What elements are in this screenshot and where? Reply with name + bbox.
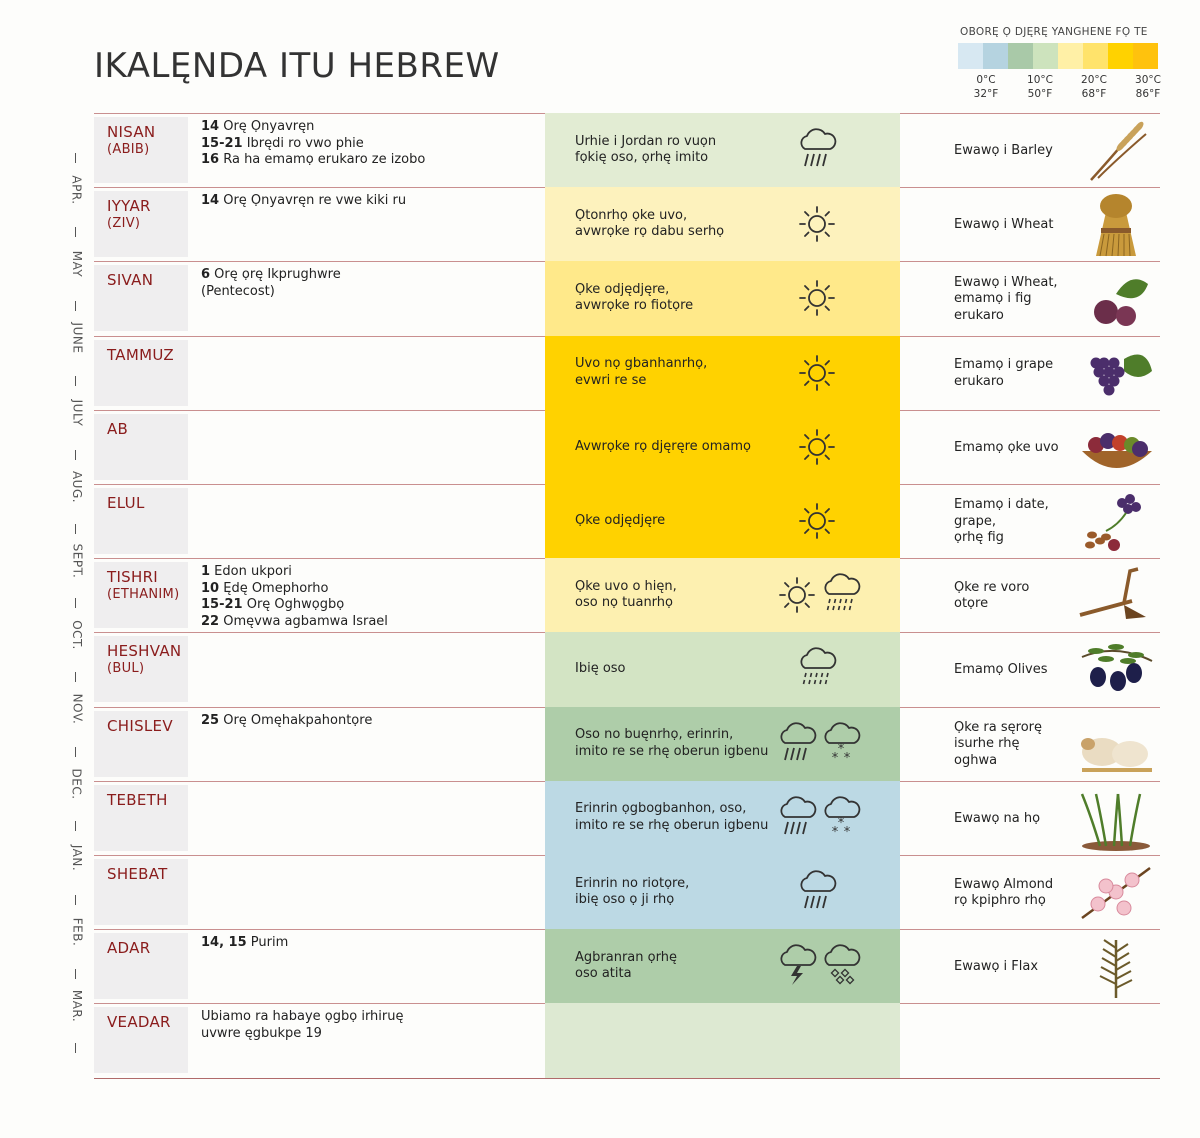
festival-item: [201, 1026, 404, 1043]
crop-text: [954, 440, 1059, 457]
sun-icon: [777, 572, 817, 618]
festival-item: [201, 136, 425, 153]
month-divider-tick: [75, 153, 76, 163]
legend-title: OBORĘ Ọ DJĘRĘ YANGHENE FỌ TE: [960, 26, 1148, 38]
festival-item: [201, 1009, 404, 1026]
weather-cell: [545, 855, 900, 930]
sheep-icon: [1076, 712, 1156, 778]
snow-cloud-icon: [821, 721, 861, 767]
hebrew-month-name: IYYAR: [107, 197, 151, 216]
legend-tick-1: [1020, 73, 1060, 101]
festival-text: Omęvwa agbamwa Israel: [219, 613, 388, 629]
weather-text: [575, 208, 724, 241]
gregorian-month-label: [60, 757, 94, 811]
month-row: [94, 930, 1160, 1004]
month-row: [94, 337, 1160, 411]
crop-line: Ọke re voro: [954, 579, 1030, 595]
weather-line: Oso no buęnrhọ, erinrin,: [575, 727, 734, 743]
gregorian-month-text: DEC.: [69, 768, 84, 800]
month-row: [94, 633, 1160, 707]
hebrew-month-name: CHISLEV: [107, 716, 173, 735]
weather-line: avwrọke ro fiotọre: [575, 298, 694, 314]
hail-cloud-icon: [821, 943, 861, 989]
hebrew-month-cell: [94, 933, 188, 999]
hebrew-month-cell: [94, 117, 188, 183]
festival-text: uvwre ęgbukpe 19: [201, 1025, 322, 1041]
month-divider-tick: [75, 376, 76, 386]
weather-icons: [797, 113, 837, 187]
svg-text:*: *: [831, 824, 839, 840]
hebrew-month-alt-name: (ETHANIM): [107, 587, 180, 603]
crop-text: [954, 275, 1058, 325]
festival-day: 16: [201, 152, 220, 167]
weather-text: [575, 134, 716, 167]
weather-line: Ọke odjędjęre: [575, 512, 666, 528]
month-divider-tick: [75, 598, 76, 608]
legend-tick-celsius: 10°C: [1027, 74, 1053, 86]
legend-tick-3: [1128, 73, 1168, 101]
flax-icon: [1076, 934, 1156, 1000]
festival-day: 14, 15: [201, 935, 247, 951]
month-row: [94, 1004, 1160, 1078]
month-row: [94, 485, 1160, 559]
crop-line: Ewawọ Almond: [954, 876, 1054, 892]
snow-cloud-icon: [821, 795, 861, 841]
festival-list: [201, 267, 341, 300]
svg-text:*: *: [831, 750, 839, 766]
weather-icons: [777, 707, 861, 781]
month-divider-tick: [75, 747, 76, 757]
crop-line: Ewawọ i Flax: [954, 959, 1039, 975]
festival-text: Ędę Omephorho: [219, 580, 329, 596]
gregorian-month-text: SEPT.: [70, 543, 84, 579]
gregorian-month-label: [60, 608, 94, 662]
weather-cell: [545, 781, 900, 856]
crop-line: ọrhę fig: [954, 530, 1004, 546]
crop-line: otọre: [954, 596, 989, 612]
grapes-icon: [1076, 341, 1156, 407]
crop-line: oghwa: [954, 752, 998, 768]
festival-text: Edon ukpori: [210, 564, 292, 580]
gregorian-month-text: FEB.: [70, 917, 84, 947]
crop-line: Ewawọ na họ: [954, 810, 1041, 826]
hebrew-month-alt-name: (ZIV): [107, 216, 141, 232]
gregorian-month-text: MAY: [70, 251, 84, 278]
sun-icon: [797, 498, 837, 544]
weather-line: Urhie i Jordan ro vuọn: [575, 133, 717, 149]
month-divider-tick: [75, 969, 76, 979]
festival-list: [201, 564, 388, 630]
weather-line: fọkię oso, ọrhę imito: [575, 150, 709, 166]
weather-cell: [545, 1003, 900, 1078]
hebrew-month-name: VEADAR: [107, 1013, 171, 1032]
sprouts-icon: [1076, 786, 1156, 852]
crop-line: rọ kpiphro rhọ: [954, 893, 1046, 909]
legend-color-scale: [958, 43, 1158, 69]
hebrew-month-cell: [94, 191, 188, 257]
gregorian-month-text: JUNE: [69, 323, 84, 354]
svg-text:*: *: [837, 741, 845, 757]
month-row: [94, 782, 1160, 856]
festival-day: 1: [201, 564, 211, 580]
festival-text: Orę ọrę Ikprughwre: [210, 267, 341, 283]
weather-text: [575, 513, 665, 530]
month-row: [94, 559, 1160, 633]
festival-day: 10: [201, 580, 220, 596]
crop-line: Emamọ i date,: [954, 497, 1049, 513]
weather-icons: [797, 410, 837, 484]
legend-tick-2: [1074, 73, 1114, 101]
festival-list: [201, 193, 406, 210]
weather-cell: [545, 484, 900, 559]
festival-text: Ubiamo ra habaye ọgbọ irhiruę: [201, 1009, 404, 1025]
festival-item: [201, 935, 288, 952]
crop-text: [954, 580, 1029, 613]
weather-line: imito re se rhę oberun igbenu: [575, 817, 769, 833]
crop-text: [954, 497, 1049, 547]
festival-text: Orę Ọnyavręn: [219, 119, 315, 134]
weather-text: [575, 801, 768, 834]
page-title: IKALĘNDA ITU HEBREW: [94, 46, 500, 86]
weather-line: imito re se rhę oberun igbenu: [575, 743, 769, 759]
plow-icon: [1076, 563, 1156, 629]
dates-icon: [1076, 489, 1156, 555]
weather-line: avwrọke rọ dabu serhọ: [575, 224, 725, 240]
hebrew-month-name: NISAN: [107, 123, 156, 141]
festival-item: [201, 267, 341, 284]
festival-day: 25: [201, 712, 220, 728]
crop-text: [954, 217, 1053, 234]
festival-text: Orę Oghwọgbọ: [242, 597, 345, 613]
weather-icons: [797, 484, 837, 558]
weather-line: Uvo nọ gbanhanrhọ,: [575, 356, 708, 372]
weather-line: evwri re se: [575, 372, 647, 388]
month-divider-tick: [75, 227, 76, 237]
gregorian-month-label: [60, 460, 94, 514]
hebrew-month-alt-name: (BUL): [107, 661, 145, 677]
crop-line: grape,: [954, 513, 996, 529]
gregorian-month-text: JULY: [70, 399, 84, 427]
weather-line: oso nọ tuanrhọ: [575, 595, 673, 611]
crop-text: [954, 357, 1053, 390]
hebrew-month-name: ADAR: [107, 939, 151, 958]
festival-day: 14: [201, 119, 220, 134]
gregorian-month-label: [60, 163, 94, 217]
weather-cell: [545, 632, 900, 707]
hebrew-month-cell: [94, 636, 188, 702]
month-divider-tick: [75, 524, 76, 534]
crop-text: [954, 959, 1038, 976]
hebrew-month-name: TISHRI: [107, 568, 159, 587]
festival-text: (Pentecost): [201, 283, 275, 299]
barley-icon: [1076, 118, 1156, 184]
festival-text: Orę Omęhakpahontọre: [219, 712, 373, 728]
weather-line: Avwrọke rọ djęręre omamọ: [575, 438, 751, 454]
weather-cell: [545, 929, 900, 1004]
month-divider-tick: [75, 821, 76, 831]
gregorian-month-label: [60, 979, 94, 1033]
weather-line: Ọke uvo o hięn,: [575, 578, 677, 594]
hebrew-month-cell: [94, 265, 188, 331]
crop-text: [954, 720, 1042, 770]
hebrew-month-name: AB: [107, 419, 129, 438]
weather-cell: [545, 558, 900, 633]
legend-tick-fahrenheit: 86°F: [1135, 88, 1161, 100]
hebrew-month-cell: [94, 488, 188, 554]
festival-item: [201, 713, 372, 730]
weather-icons: [797, 187, 837, 261]
festival-text: Purim: [246, 935, 289, 951]
weather-text: [575, 439, 751, 456]
hebrew-month-cell: [94, 859, 188, 925]
weather-text: [575, 356, 707, 389]
crop-line: Ewawọ i Wheat: [954, 217, 1054, 233]
gregorian-month-text: OCT.: [69, 620, 84, 651]
weather-line: ibię oso ọ ji rhọ: [575, 892, 675, 908]
crop-line: Ewawọ i Wheat,: [954, 274, 1058, 290]
weather-text: [575, 727, 768, 760]
month-row: [94, 856, 1160, 930]
hebrew-month-cell: [94, 711, 188, 777]
sun-icon: [797, 201, 837, 247]
hebrew-month-cell: [94, 562, 188, 628]
gregorian-month-text: APR.: [69, 175, 84, 205]
legend-tick-celsius: 0°C: [976, 74, 996, 86]
month-divider-tick: [75, 450, 76, 460]
weather-text: [575, 876, 689, 909]
legend-swatch-4: [1058, 43, 1083, 69]
weather-line: oso atita: [575, 966, 632, 982]
month-row: [94, 411, 1160, 485]
hebrew-month-name: TEBETH: [107, 790, 168, 809]
legend-tick-fahrenheit: 68°F: [1081, 88, 1107, 100]
weather-text: [575, 282, 693, 315]
month-row: [94, 114, 1160, 188]
festival-item: [201, 284, 341, 301]
gregorian-month-label: [60, 831, 94, 885]
weather-icons: [797, 336, 837, 410]
crop-line: Emamọ i grape: [954, 357, 1054, 373]
weather-line: Ibię oso: [575, 661, 626, 677]
legend-swatch-7: [1133, 43, 1158, 69]
festival-text: Ibrędi ro vwo phie: [242, 135, 364, 151]
festival-day: 14: [201, 193, 220, 209]
temperature-legend: [958, 26, 1161, 101]
rain-cloud-icon: [797, 127, 837, 173]
weather-text: [575, 950, 677, 983]
gregorian-month-text: NOV.: [70, 694, 84, 725]
weather-cell: [545, 410, 900, 485]
gregorian-month-text: JAN.: [69, 844, 84, 872]
crop-line: isurhe rhę: [954, 736, 1020, 752]
crop-line: Ọke ra sęrorę: [954, 719, 1042, 735]
weather-icons: [777, 558, 861, 632]
weather-icons: [777, 781, 861, 855]
figs-icon: [1076, 266, 1156, 332]
festival-list: [201, 713, 372, 730]
legend-swatch-6: [1108, 43, 1133, 69]
hebrew-month-alt-name: (ABIB): [107, 142, 150, 157]
legend-tick-fahrenheit: 32°F: [973, 88, 999, 100]
gregorian-month-column: [60, 115, 94, 1078]
month-row: [94, 188, 1160, 262]
legend-swatch-3: [1033, 43, 1058, 69]
crop-line: erukaro: [954, 307, 1004, 323]
crop-text: [954, 877, 1053, 910]
sun-icon: [797, 275, 837, 321]
light-rain-cloud-icon: [797, 646, 837, 692]
festival-list: [201, 1009, 404, 1042]
weather-line: Ọtonrhọ ọke uvo,: [575, 207, 688, 223]
hebrew-month-name: TAMMUZ: [107, 345, 174, 364]
legend-tick-fahrenheit: 50°F: [1027, 88, 1053, 100]
sun-icon: [797, 350, 837, 396]
crop-line: emamọ i fig: [954, 291, 1032, 307]
sun-icon: [797, 424, 837, 470]
gregorian-month-label: [60, 237, 94, 291]
month-row: [94, 708, 1160, 782]
crop-line: erukaro: [954, 373, 1004, 389]
svg-text:*: *: [843, 824, 851, 840]
legend-tick-0: [966, 73, 1006, 101]
legend-swatch-1: [983, 43, 1008, 69]
festival-text: Ra ha emamọ erukaro ze izobo: [219, 152, 426, 167]
crop-text: [954, 811, 1040, 828]
gregorian-month-text: MAR.: [69, 990, 84, 1023]
svg-text:*: *: [837, 815, 845, 831]
rain-cloud-icon: [777, 795, 817, 841]
gregorian-month-label: [60, 534, 94, 588]
hebrew-month-name: SHEBAT: [107, 865, 168, 883]
festival-day: 15-21: [201, 135, 243, 151]
hebrew-month-name: SIVAN: [107, 271, 154, 290]
weather-text: [575, 661, 626, 678]
weather-line: Erinrin ọgbogbanhon, oso,: [575, 801, 747, 817]
month-divider-tick: [75, 895, 76, 905]
rain-cloud-icon: [777, 721, 817, 767]
legend-tick-celsius: 20°C: [1081, 74, 1107, 86]
festival-item: [201, 581, 388, 598]
gregorian-month-label: [60, 682, 94, 736]
hebrew-month-cell: [94, 340, 188, 406]
weather-cell: [545, 336, 900, 411]
legend-swatch-0: [958, 43, 983, 69]
gregorian-month-text: AUG.: [69, 470, 84, 503]
month-divider-tick: [75, 1043, 76, 1053]
weather-cell: [545, 187, 900, 262]
storm-cloud-icon: [777, 943, 817, 989]
legend-ticks: [958, 69, 1161, 101]
festival-list: [201, 935, 288, 952]
light-rain-cloud-icon: [821, 572, 861, 618]
festival-item: [201, 193, 406, 210]
weather-icons: [777, 929, 861, 1003]
gregorian-month-label: [60, 905, 94, 959]
crop-line: Emamọ ọke uvo: [954, 439, 1059, 455]
crop-text: [954, 662, 1048, 679]
hebrew-month-cell: [94, 1007, 188, 1073]
legend-tick-celsius: 30°C: [1135, 74, 1161, 86]
weather-line: Erinrin no riotọre,: [575, 875, 690, 891]
fruit-basket-icon: [1076, 415, 1156, 481]
month-row: [94, 262, 1160, 336]
weather-line: Agbranran ọrhę: [575, 949, 677, 965]
gregorian-month-label: [60, 386, 94, 440]
festival-item: [201, 564, 388, 581]
festival-day: 15-21: [201, 597, 243, 613]
weather-icons: [797, 632, 837, 706]
festival-item: [201, 614, 388, 631]
svg-text:*: *: [843, 750, 851, 766]
month-divider-tick: [75, 672, 76, 682]
hebrew-month-name: HESHVAN: [107, 642, 182, 661]
festival-item: [201, 597, 388, 614]
weather-cell: [545, 113, 900, 188]
crop-text: [954, 143, 1053, 160]
festival-text: Orę Ọnyavręn re vwe kiki ru: [219, 193, 407, 209]
rain-cloud-icon: [797, 869, 837, 915]
legend-swatch-5: [1083, 43, 1108, 69]
row-divider: [94, 1078, 1160, 1079]
hebrew-month-name: ELUL: [107, 494, 145, 512]
weather-cell: [545, 261, 900, 336]
festival-day: 6: [201, 267, 211, 283]
hebrew-month-cell: [94, 414, 188, 480]
weather-icons: [797, 855, 837, 929]
crop-line: Emamọ Olives: [954, 662, 1048, 678]
wheat-sheaf-icon: [1076, 192, 1156, 258]
festival-day: 22: [201, 613, 220, 629]
olives-icon: [1076, 637, 1156, 703]
gregorian-month-label: [60, 311, 94, 365]
weather-icons: [797, 261, 837, 335]
weather-text: [575, 579, 677, 612]
festival-list: [201, 119, 425, 169]
legend-swatch-2: [1008, 43, 1033, 69]
weather-cell: [545, 707, 900, 782]
weather-line: Ọke odjędjęre,: [575, 281, 670, 297]
almond-blossom-icon: [1076, 860, 1156, 926]
month-divider-tick: [75, 301, 76, 311]
festival-item: [201, 152, 425, 169]
hebrew-month-cell: [94, 785, 188, 851]
festival-item: [201, 119, 425, 136]
crop-line: Ewawọ i Barley: [954, 142, 1053, 158]
